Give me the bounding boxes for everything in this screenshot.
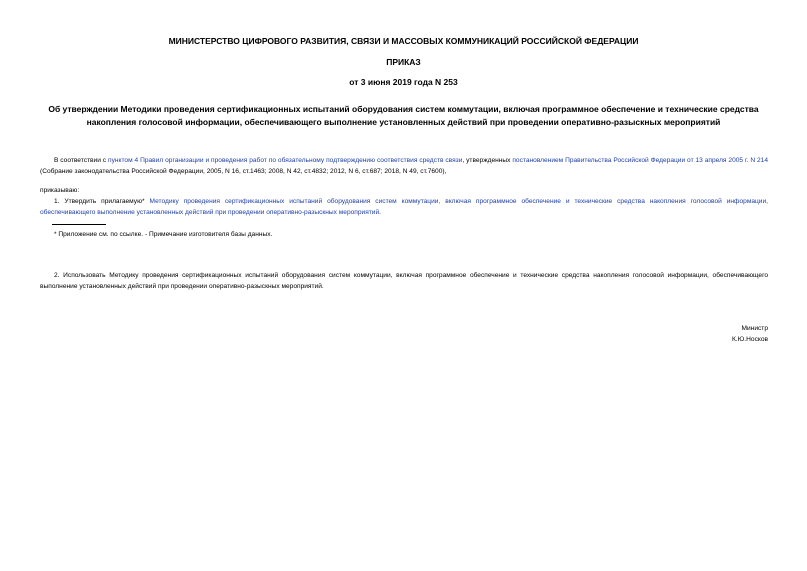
signatory-position: Министр [741, 325, 768, 332]
preamble-paragraph [40, 155, 768, 177]
preamble-text-1: В соответствии с [54, 157, 109, 164]
item-1-end: . [379, 209, 382, 216]
ministry-header: МИНИСТЕРСТВО ЦИФРОВОГО РАЗВИТИЯ, СВЯЗИ И МАССОВЫХ КОММУНИКАЦИЙ РОССИЙСКОЙ ФЕДЕРАЦИИ [168, 36, 639, 46]
item-1-paragraph [40, 196, 768, 218]
signatory-name: К.Ю.Носков [731, 336, 768, 343]
item-2-paragraph: 2. Использовать Методику проведения сертификационных испытаний оборудования систем коммутации, включая программное обеспечение и технические средства накопления голосовой информации, обеспечивающего выполнение установленных действий при проведении оперативно-разыскных мероприятий. [40, 272, 768, 290]
item-1-text: 1. Утвердить прилагаемую* [54, 198, 150, 205]
signature-block [600, 323, 768, 345]
footnote-divider [52, 224, 106, 225]
document-date-number: от 3 июня 2019 года N 253 [349, 77, 458, 87]
rules-link[interactable]: пунктом 4 Правил организации и проведения работ по обязательному подтверждению соответствия средств связи [108, 157, 463, 164]
methodology-link[interactable]: Методику проведения сертификационных испытаний оборудования систем коммутации, включая программное обеспечение и технические средства накопления голосовой информации, обеспечивающего выполнение установленных действий при проведении оперативно-разыскных мероприятий [40, 198, 768, 216]
document-type: ПРИКАЗ [386, 57, 421, 67]
preamble-text-3: (Собрание законодательства Российской Федерации, 2005, N 16, ст.1463; 2008, N 42, ст.4832; 2012, N 6, ст.687; 2018, N 49, ст.7600), [40, 168, 447, 175]
orders-line: приказываю: [40, 187, 80, 194]
document-title: Об утверждении Методики проведения сертификационных испытаний оборудования систем коммутации, включая программное обеспечение и технические средства накопления голосовой информации, обеспечивающего выполнение установленных действий при проведении оперативно-разыскных мероприятий [48, 104, 759, 127]
footnote-text: * Приложение см. по ссылке. - Примечание изготовителя базы данных. [54, 231, 273, 238]
preamble-text-2: , утвержденных [462, 157, 513, 164]
government-decree-link[interactable]: постановлением Правительства Российской Федерации от 13 апреля 2005 г. N 214 [512, 157, 768, 164]
